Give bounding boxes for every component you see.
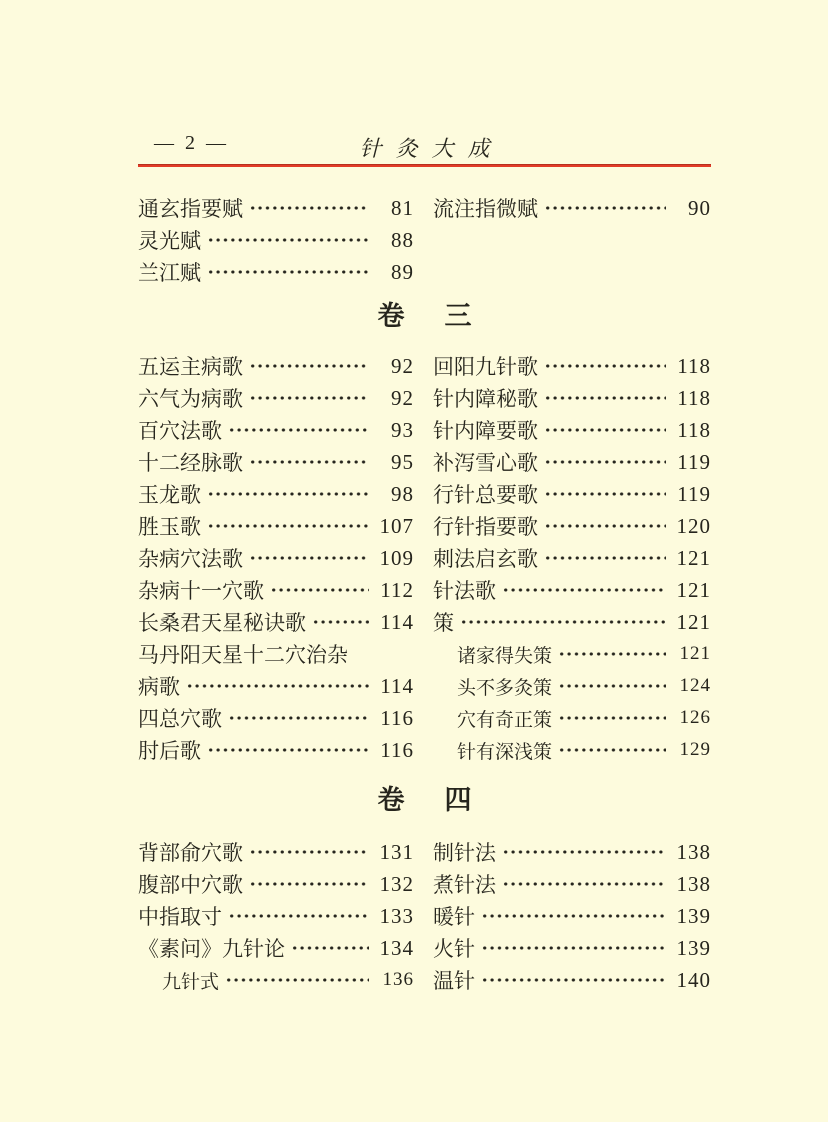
- dot-leader: [544, 446, 666, 478]
- dot-leader: [481, 900, 666, 932]
- toc-entry: [138, 932, 414, 964]
- dot-leader: [502, 574, 666, 606]
- folio-page-number: — 2 —: [154, 132, 229, 154]
- toc-entry-title: 温针: [433, 969, 475, 993]
- toc-entry-page: 95: [391, 449, 414, 474]
- toc-section: [138, 298, 711, 766]
- toc-entry-title: 玉龙歌: [138, 483, 201, 507]
- dot-leader: [249, 446, 369, 478]
- dot-leader: [270, 574, 369, 606]
- dot-leader: [228, 702, 369, 734]
- toc-entry-title: 腹部中穴歌: [138, 873, 243, 897]
- toc-entry-page: 121: [679, 643, 711, 664]
- toc-entry-page: 140: [676, 967, 711, 992]
- dot-leader: [460, 606, 666, 638]
- toc-entry-title: 长桑君天星秘诀歌: [138, 611, 306, 635]
- dot-leader: [207, 478, 369, 510]
- toc-entry: [138, 836, 414, 868]
- toc-entry-title: 六气为病歌: [138, 387, 243, 411]
- toc-entry: [138, 414, 414, 446]
- toc-entry-title: 火针: [433, 937, 475, 961]
- toc-entry-page: 93: [391, 417, 414, 442]
- toc-columns: [138, 350, 711, 766]
- volume-header-prefix: 卷: [377, 301, 405, 331]
- dot-leader: [558, 670, 666, 702]
- toc-entry: [138, 574, 414, 606]
- volume-header-prefix: 卷: [377, 785, 405, 815]
- dot-leader: [249, 192, 369, 224]
- toc-entry-page: 116: [380, 705, 414, 730]
- volume-header: [138, 782, 711, 818]
- toc-entry-page: 89: [391, 259, 414, 284]
- toc-entry: [433, 478, 711, 510]
- toc-entry-title: 刺法启玄歌: [433, 547, 538, 571]
- toc-entry: [433, 932, 711, 964]
- volume-header-number: 三: [444, 301, 472, 331]
- toc-entry-page: 118: [677, 353, 711, 378]
- dot-leader: [481, 964, 666, 996]
- toc-entry-page: 109: [379, 545, 414, 570]
- toc-entry-title: 胜玉歌: [138, 515, 201, 539]
- toc-entry: [433, 350, 711, 382]
- toc-entry-page: 132: [379, 871, 414, 896]
- dot-leader: [544, 192, 666, 224]
- toc-entry-page: 124: [679, 675, 711, 696]
- toc-entry-page: 98: [391, 481, 414, 506]
- toc-entry: [138, 446, 414, 478]
- toc-entry: [433, 670, 711, 702]
- toc-entry: [433, 702, 711, 734]
- toc-entry-title: 针内障秘歌: [433, 387, 538, 411]
- toc-column-left: [138, 192, 414, 288]
- toc-entry-title: 补泻雪心歌: [433, 451, 538, 475]
- toc-entry-title: 四总穴歌: [138, 707, 222, 731]
- toc-entry-title: 穴有奇正策: [457, 709, 553, 731]
- toc-entry-page: 138: [676, 839, 711, 864]
- toc-column-left: [138, 836, 414, 996]
- toc-entry: [138, 670, 414, 702]
- toc-entry-title: 制针法: [433, 841, 496, 865]
- toc-entry-title: 针有深浅策: [457, 741, 553, 763]
- toc-entry: [433, 510, 711, 542]
- dot-leader: [544, 414, 666, 446]
- toc-entry-title: 杂病十一穴歌: [138, 579, 264, 603]
- toc-entry: [138, 900, 414, 932]
- toc-entry-page: 119: [677, 449, 711, 474]
- toc-entry-title: 百穴法歌: [138, 419, 222, 443]
- dot-leader: [228, 414, 369, 446]
- toc-entry-page: 92: [391, 385, 414, 410]
- dot-leader: [207, 256, 369, 288]
- dot-leader: [558, 702, 666, 734]
- toc-entry-page: 114: [380, 609, 414, 634]
- toc-entry: [433, 542, 711, 574]
- dot-leader: [207, 734, 369, 766]
- toc-entry-page: 134: [379, 935, 414, 960]
- toc-column-right: [433, 192, 711, 224]
- dot-leader: [544, 350, 666, 382]
- toc-section: [138, 782, 711, 996]
- toc-entry-title: 杂病穴法歌: [138, 547, 243, 571]
- toc-entry-page: 114: [380, 673, 414, 698]
- toc-entry-title: 灵光赋: [138, 229, 201, 253]
- dot-leader: [225, 964, 369, 996]
- dot-leader: [544, 478, 666, 510]
- dot-leader: [558, 638, 666, 670]
- toc-entry-page: 136: [382, 969, 414, 990]
- toc-column-left: [138, 350, 414, 766]
- toc-entry-page: 81: [391, 195, 414, 220]
- toc-entry: [138, 478, 414, 510]
- toc-entry: [433, 192, 711, 224]
- toc-entry-title: 病歌: [138, 675, 180, 699]
- toc-entry-page: 121: [676, 609, 711, 634]
- toc-entry-title: 通玄指要赋: [138, 197, 243, 221]
- toc-entry: [138, 256, 414, 288]
- toc-entry-title: 策: [433, 611, 454, 635]
- toc-entry: [138, 606, 414, 638]
- toc-entry-page: 139: [676, 935, 711, 960]
- toc-entry-title: 十二经脉歌: [138, 451, 243, 475]
- toc-entry-page: 121: [676, 545, 711, 570]
- toc-entry: [433, 734, 711, 766]
- volume-header-number: 四: [444, 785, 472, 815]
- toc-entry-title: 行针总要歌: [433, 483, 538, 507]
- book-title: 针灸大成: [359, 136, 504, 161]
- toc-entry-page: 131: [379, 839, 414, 864]
- toc-sections: [138, 192, 711, 996]
- dot-leader: [249, 382, 369, 414]
- toc-column-right: [433, 350, 711, 766]
- toc-entry-page: 121: [676, 577, 711, 602]
- toc-columns: [138, 192, 711, 288]
- toc-entry-page: 118: [677, 417, 711, 442]
- dot-leader: [249, 350, 369, 382]
- header-rule: [138, 164, 711, 167]
- toc-entry-title: 回阳九针歌: [433, 355, 538, 379]
- toc-column-right: [433, 836, 711, 996]
- toc-entry: [433, 836, 711, 868]
- dot-leader: [249, 868, 369, 900]
- toc-entry-title: 针内障要歌: [433, 419, 538, 443]
- dot-leader: [186, 670, 369, 702]
- running-head: [138, 132, 711, 160]
- dot-leader: [249, 836, 369, 868]
- toc-entry: [138, 382, 414, 414]
- toc-entry: [138, 224, 414, 256]
- dot-leader: [481, 932, 666, 964]
- toc-entry: [433, 606, 711, 638]
- toc-entry-title: 针法歌: [433, 579, 496, 603]
- toc-entry: [433, 638, 711, 670]
- toc-entry: [138, 638, 414, 670]
- toc-entry: [433, 382, 711, 414]
- dot-leader: [558, 734, 666, 766]
- dot-leader: [249, 542, 369, 574]
- toc-entry: [433, 414, 711, 446]
- toc-entry: [138, 542, 414, 574]
- toc-entry: [138, 964, 414, 996]
- toc-entry-title: 头不多灸策: [457, 677, 553, 699]
- dot-leader: [502, 836, 666, 868]
- toc-entry-title: 流注指微赋: [433, 197, 538, 221]
- toc-entry: [433, 574, 711, 606]
- toc-entry-page: 112: [380, 577, 414, 602]
- toc-entry-page: 107: [379, 513, 414, 538]
- dot-leader: [207, 510, 369, 542]
- toc-entry-page: 118: [677, 385, 711, 410]
- toc-entry-title: 背部俞穴歌: [138, 841, 243, 865]
- toc-entry: [433, 868, 711, 900]
- toc-section: [138, 192, 711, 288]
- toc-entry: [138, 734, 414, 766]
- toc-entry-page: 126: [679, 707, 711, 728]
- toc-columns: [138, 836, 711, 996]
- toc-entry: [433, 964, 711, 996]
- dot-leader: [291, 932, 369, 964]
- toc-entry-page: 116: [380, 737, 414, 762]
- toc-entry-page: 129: [679, 739, 711, 760]
- dot-leader: [544, 542, 666, 574]
- volume-header: [138, 298, 711, 334]
- toc-entry-page: 133: [379, 903, 414, 928]
- dot-leader: [228, 900, 369, 932]
- toc-entry-page: 138: [676, 871, 711, 896]
- toc-entry-title: 诸家得失策: [457, 645, 553, 667]
- dot-leader: [544, 382, 666, 414]
- toc-entry: [433, 446, 711, 478]
- toc-entry: [138, 192, 414, 224]
- toc-entry-title: 行针指要歌: [433, 515, 538, 539]
- toc-entry-page: 119: [677, 481, 711, 506]
- toc-entry-title: 肘后歌: [138, 739, 201, 763]
- dot-leader: [502, 868, 666, 900]
- toc-entry-title: 暖针: [433, 905, 475, 929]
- page-content: [138, 0, 711, 996]
- toc-entry-title: 兰江赋: [138, 261, 201, 285]
- dot-leader: [207, 224, 369, 256]
- toc-entry-title: 《素问》九针论: [138, 937, 285, 961]
- toc-entry-page: 88: [391, 227, 414, 252]
- toc-entry: [138, 510, 414, 542]
- toc-entry-title: 马丹阳天星十二穴治杂: [138, 643, 348, 667]
- toc-entry: [138, 702, 414, 734]
- toc-entry-title: 九针式: [162, 971, 220, 993]
- toc-entry: [433, 900, 711, 932]
- toc-entry-page: 139: [676, 903, 711, 928]
- toc-entry-page: 120: [676, 513, 711, 538]
- toc-entry-page: 92: [391, 353, 414, 378]
- dot-leader: [544, 510, 666, 542]
- dot-leader: [312, 606, 369, 638]
- toc-entry-title: 中指取寸: [138, 905, 222, 929]
- toc-entry: [138, 868, 414, 900]
- toc-entry-title: 五运主病歌: [138, 355, 243, 379]
- toc-entry-page: 90: [688, 195, 711, 220]
- toc-entry-title: 煮针法: [433, 873, 496, 897]
- toc-entry: [138, 350, 414, 382]
